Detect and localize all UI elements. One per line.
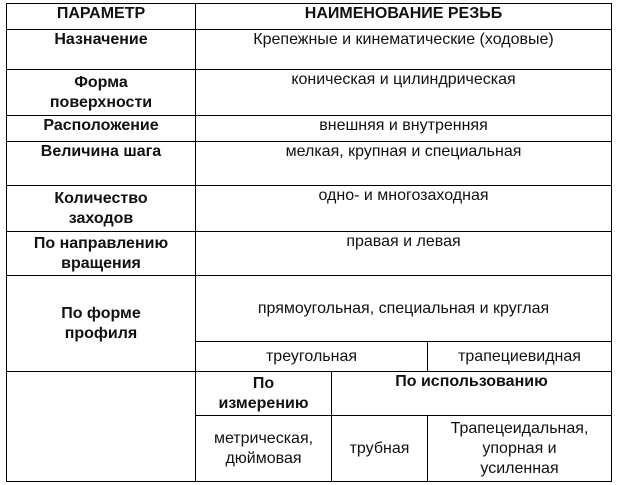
table-row bbox=[7, 142, 612, 186]
measure-header-label: По bbox=[252, 374, 275, 392]
measure-header bbox=[196, 372, 332, 416]
param-cell bbox=[7, 70, 196, 116]
param-cell bbox=[7, 30, 196, 70]
pipe-cell: трубная bbox=[332, 416, 428, 482]
param-cell bbox=[7, 142, 196, 186]
header-thread-names: НАИМЕНОВАНИЕ РЕЗЬБ bbox=[196, 4, 612, 30]
param-label: Форма bbox=[74, 73, 128, 91]
header-param: ПАРАМЕТР bbox=[7, 4, 196, 30]
value-cell: Крепежные и кинематические (ходовые) bbox=[196, 30, 612, 70]
param-label: По направлению bbox=[33, 234, 169, 252]
value-cell: коническая и цилиндрическая bbox=[196, 70, 612, 116]
param-label: профиля bbox=[64, 324, 138, 342]
param-label: Величина шага bbox=[40, 143, 162, 160]
measure-cell bbox=[196, 416, 332, 482]
subheader-row bbox=[7, 372, 612, 416]
param-label: вращения bbox=[61, 254, 141, 272]
special-value: упорная и bbox=[482, 439, 557, 457]
value-cell: мелкая, крупная и специальная bbox=[196, 142, 612, 186]
trapezoidal-cell: трапециевидная bbox=[428, 342, 612, 372]
measure-value: дюймовая bbox=[225, 449, 302, 467]
param-cell bbox=[7, 116, 196, 142]
param-label: Расположение bbox=[43, 117, 159, 134]
usage-header: По использованию bbox=[332, 372, 612, 416]
param-cell bbox=[7, 276, 196, 372]
table-row bbox=[7, 232, 612, 276]
special-value: Трапецеидальная, bbox=[450, 419, 589, 437]
param-cell bbox=[7, 232, 196, 276]
value-cell: внешняя и внутренняя bbox=[196, 116, 612, 142]
value-cell: одно- и многозаходная bbox=[196, 186, 612, 232]
table-row bbox=[7, 186, 612, 232]
value-cell: прямоугольная, специальная и круглая bbox=[196, 276, 612, 342]
table-row bbox=[7, 116, 612, 142]
param-label: заходов bbox=[68, 209, 134, 227]
special-value: усиленная bbox=[480, 459, 559, 477]
table-row bbox=[7, 276, 612, 342]
param-label: поверхности bbox=[49, 93, 153, 111]
table-row bbox=[7, 70, 612, 116]
param-label: По форме bbox=[61, 304, 141, 322]
triangular-cell: треугольная bbox=[196, 342, 428, 372]
measure-value: метрическая, bbox=[213, 429, 314, 447]
header-row bbox=[7, 4, 612, 30]
param-label: Количество bbox=[54, 189, 148, 207]
value-cell: правая и левая bbox=[196, 232, 612, 276]
param-cell bbox=[7, 186, 196, 232]
table-row bbox=[7, 30, 612, 70]
special-cell bbox=[428, 416, 612, 482]
threads-classification-table bbox=[6, 3, 612, 482]
param-label: Назначение bbox=[54, 31, 148, 48]
empty-cell bbox=[7, 372, 196, 482]
measure-header-label: измерению bbox=[218, 394, 309, 412]
